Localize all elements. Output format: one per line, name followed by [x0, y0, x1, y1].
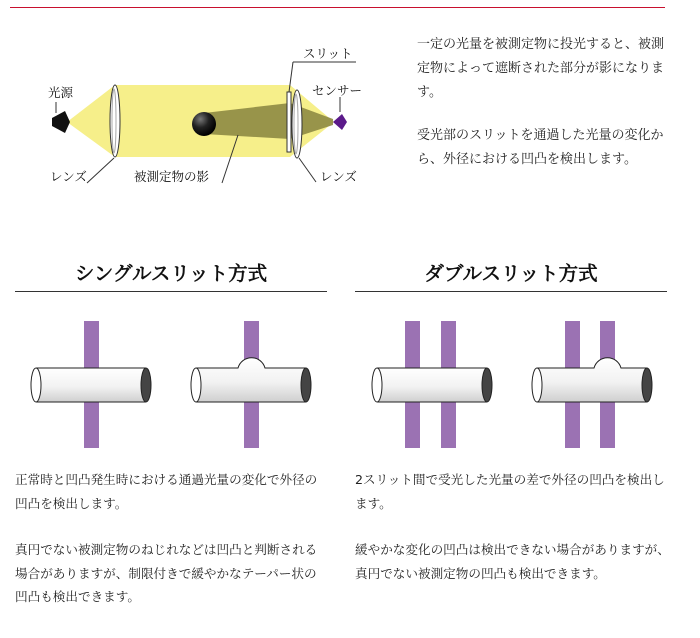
- cylinder-end-right: [301, 368, 311, 402]
- measured-object-icon: [192, 112, 216, 136]
- sensor-icon: [333, 114, 347, 130]
- intro-paragraph-2: 受光部のスリットを通過した光量の変化から、外径における凹凸を検出します。: [417, 128, 664, 167]
- cylinder-body: [196, 358, 306, 402]
- leader-line-lens-right: [299, 158, 316, 182]
- double-slit-normal-figure: [372, 321, 492, 448]
- cylinder-end-right: [482, 368, 492, 402]
- cylinder-end-left: [532, 368, 542, 402]
- cylinder-body: [36, 368, 146, 402]
- label-lens-left: レンズ: [50, 169, 87, 184]
- label-light-source: 光源: [48, 85, 74, 100]
- single-slit-normal-figure: [31, 321, 151, 448]
- label-shadow: 被測定物の影: [134, 169, 210, 184]
- double-slit-desc-1: 2スリット間で受光した光量の差で外径の凹凸を検出します。: [355, 472, 665, 511]
- cylinder-body: [537, 358, 647, 402]
- lens-right-icon: [292, 90, 302, 158]
- lens-left-icon: [110, 85, 120, 157]
- cylinder-end-left: [31, 368, 41, 402]
- light-beam-left: [67, 85, 115, 157]
- double-slit-desc-2: 緩やかな変化の凹凸は検出できない場合がありますが、真円でない被測定物の凹凸も検出できます。: [355, 542, 670, 581]
- intro-paragraph-1: 一定の光量を被測定物に投光すると、被測定物によって遮断された部分が影になります。: [417, 37, 665, 100]
- single-slit-desc-1: 正常時と凹凸発生時における通過光量の変化で外径の凹凸を検出します。: [15, 472, 318, 511]
- cylinder-end-right: [141, 368, 151, 402]
- double-slit-title: ダブルスリット方式: [424, 262, 598, 285]
- cylinder-end-right: [642, 368, 652, 402]
- single-slit-title: シングルスリット方式: [74, 262, 268, 285]
- single-slit-bump-figure: [191, 321, 311, 448]
- label-lens-right: レンズ: [320, 169, 357, 184]
- double-slit-bump-figure: [532, 321, 652, 448]
- slit-icon: [287, 92, 291, 152]
- leader-line-lens-left: [87, 158, 114, 183]
- light-source-icon: [52, 111, 70, 133]
- single-slit-desc-2: 真円でない被測定物のねじれなどは凹凸と判断される場合がありますが、制限付きで緩やかなテーパー状の凹凸も検出できます。: [15, 542, 318, 604]
- single-slit-rule: [15, 291, 327, 292]
- double-slit-rule: [355, 291, 667, 292]
- cylinder-end-left: [372, 368, 382, 402]
- label-sensor: センサー: [312, 83, 363, 98]
- label-slit: スリット: [303, 46, 353, 61]
- cylinder-end-left: [191, 368, 201, 402]
- cylinder-body: [377, 368, 487, 402]
